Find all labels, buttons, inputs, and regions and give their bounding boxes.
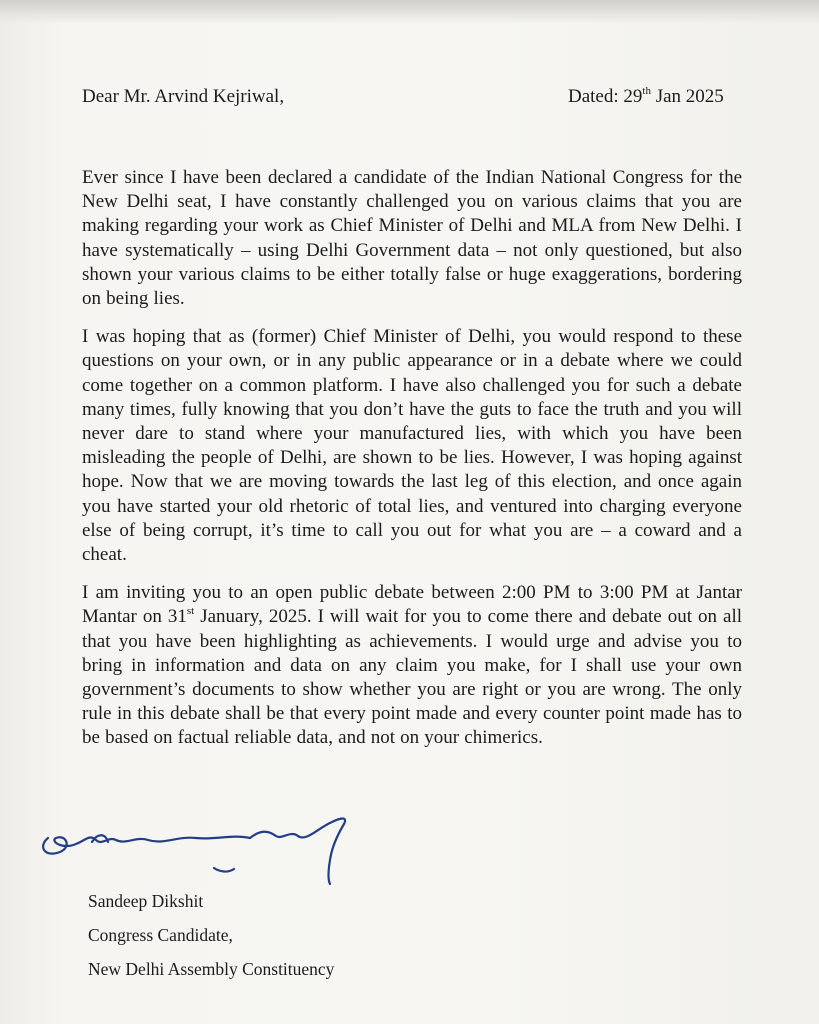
date-ordinal: th: [642, 84, 651, 97]
letter-body: [82, 166, 742, 765]
sender-constituency: New Delhi Assembly Constituency: [88, 959, 335, 979]
paragraph-3: [82, 581, 742, 750]
letter-date: [568, 84, 724, 110]
paragraph-3-part-1: I am inviting you to an open public debate between 2:00 PM to 3:00 PM at Jantar Mantar on 31: [82, 582, 742, 628]
paragraph-3-ordinal: st: [186, 605, 195, 618]
page-top-edge-shadow: [0, 0, 819, 24]
paragraph-1: Ever since I have been declared a candidate of the Indian National Congress for the New Delhi seat, I have constantly challenged you on various claims that you are making regarding your work as Chief Minister of Delhi and MLA from New Delhi. I have systematically – using Delhi Government data – not only questioned, but also shown your various claims to be either totally false or huge exaggerations, bordering on being lies.: [82, 167, 742, 310]
signature-block: [88, 888, 334, 990]
handwritten-signature: [36, 800, 376, 900]
salutation: Dear Mr. Arvind Kejriwal,: [82, 86, 285, 107]
paragraph-2: I was hoping that as (former) Chief Minister of Delhi, you would respond to these questions on your own, or in any public appearance or in a debate where we could come together on a common platform. I have also challenged you for such a debate many times, fully knowing that you don’t have the guts to face the truth and you will never dare to stand where your manufactured lies, with which you have been misleading the people of Delhi, are shown to be lies. However, I was hoping against hope. Now that we are moving towards the last leg of this election, and once again you have started your old rhetoric of total lies, and ventured into charging everyone else of being corrupt, it’s time to call you out for what you are – a coward and a cheat.: [82, 326, 742, 566]
date-suffix: Jan 2025: [650, 86, 724, 107]
sender-title: Congress Candidate,: [88, 925, 233, 945]
paragraph-3-part-2: January, 2025. I will wait for you to come there and debate out on all that you have been highlighting as achievements. I would urge and advise you to bring in information and data on any claim you make, for I shall use your own government’s documents to show whether you are right or you are wrong. The only rule in this debate shall be that every point made and every counter point made has to be based on factual reliable data, and not on your chimerics.: [82, 606, 743, 749]
sender-name: Sandeep Dikshit: [88, 891, 204, 911]
date-prefix: Dated: 29: [568, 86, 643, 107]
